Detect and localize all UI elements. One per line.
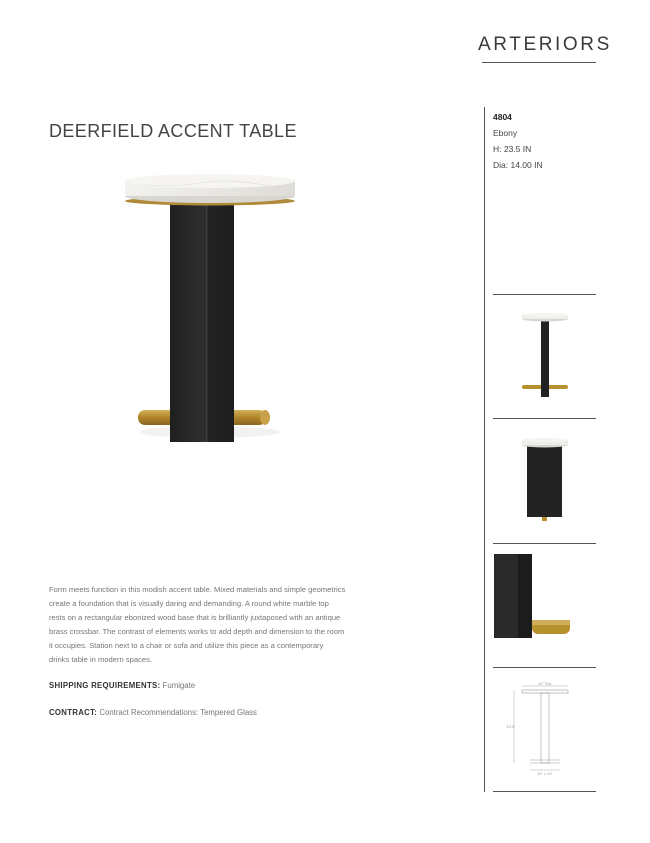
description-line: rests on a rectangular ebonized wood base that is brilliantly juxtaposed with an antique (49, 613, 341, 622)
diagram-top-dim: 14" Dia. (537, 681, 553, 686)
diameter-spec: Dia: 14.00 IN (493, 160, 543, 170)
product-title: DEERFIELD ACCENT TABLE (49, 121, 297, 142)
thumbnail-detail-view (494, 554, 574, 642)
sku-number: 4804 (493, 112, 512, 122)
diagram-height-dim: 23.5" (506, 724, 516, 729)
brand-logo: ARTERIORS (478, 34, 612, 55)
thumb-divider (493, 791, 596, 792)
description-line: it occupies. Station next to a chair or sofa and utilize this piece as a contemporary (49, 641, 324, 650)
thumbnail-side-view (500, 430, 590, 530)
contract-info (49, 708, 257, 717)
sidebar-divider (484, 107, 485, 792)
description-line: drinks table in modern spaces. (49, 655, 152, 664)
description-line: create a foundation that is visually daring and demanding. A round white marble top (49, 599, 329, 608)
thumbnail-front-view (500, 305, 590, 405)
description-line: Form meets function in this modish accent table. Mixed materials and simple geometrics (49, 585, 346, 594)
shipping-value: Fumigate (162, 681, 196, 690)
shipping-requirements (49, 681, 195, 690)
thumb-divider (493, 294, 596, 295)
logo-underline (482, 62, 596, 63)
thumb-divider (493, 543, 596, 544)
shipping-label: SHIPPING REQUIREMENTS: (49, 681, 161, 690)
contract-label: CONTRACT: (49, 708, 98, 717)
finish-name: Ebony (493, 128, 518, 138)
product-description (49, 583, 404, 667)
dimension-diagram (500, 678, 590, 778)
product-specs (493, 109, 543, 173)
product-hero-image (110, 170, 310, 445)
height-spec: H: 23.5 IN (493, 144, 532, 154)
diagram-base-dim: 10" x 10" (537, 771, 553, 776)
contract-value: Contract Recommendations: Tempered Glass (99, 708, 257, 717)
thumb-divider (493, 667, 596, 668)
thumb-divider (493, 418, 596, 419)
description-line: brass crossbar. The contrast of elements works to add depth and dimension to the room (49, 627, 345, 636)
